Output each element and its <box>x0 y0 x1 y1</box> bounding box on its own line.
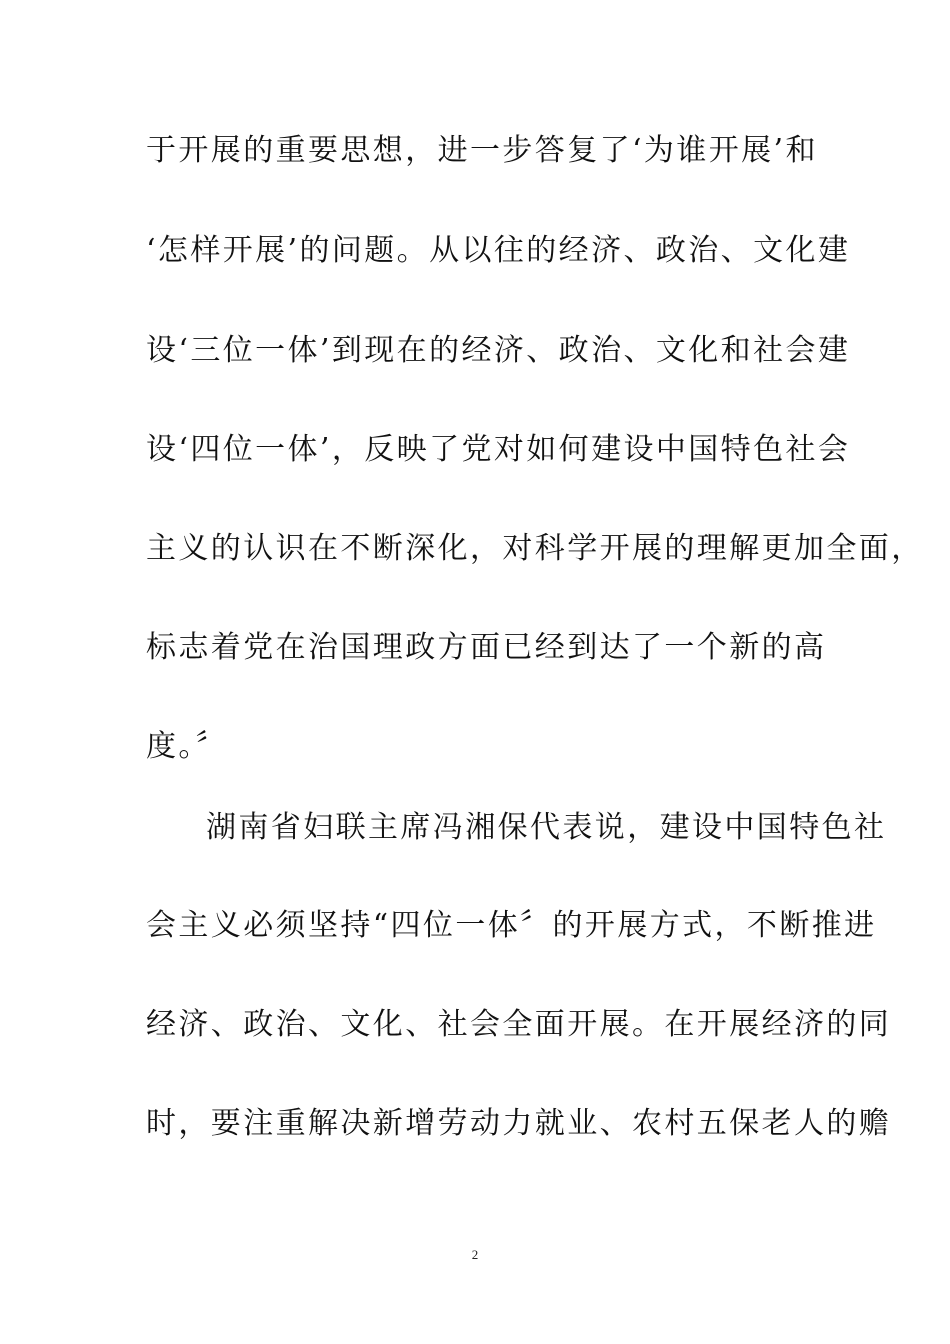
paragraph-line: 标志着党在治国理政方面已经到达了一个新的高 <box>146 630 827 665</box>
page-number: 2 <box>471 1247 479 1262</box>
paragraph-line: 主义的认识在不断深化，对科学开展的理解更加全面， <box>146 531 924 566</box>
paragraph-line: 经济、政治、文化、社会全面开展。在开展经济的同 <box>146 1007 892 1042</box>
paragraph-first-line: 湖南省妇联主席冯湘保代表说，建设中国特色社 <box>206 810 887 845</box>
paragraph-line: 度。〞 <box>146 729 229 764</box>
paragraph-line: 设‘四位一体’，反映了党对如何建设中国特色社会 <box>146 432 851 467</box>
paragraph-line: 设‘三位一体’到现在的经济、政治、文化和社会建 <box>146 333 851 368</box>
paragraph-line: 于开展的重要思想，进一步答复了‘为谁开展’和 <box>146 133 818 168</box>
paragraph-line: 会主义必须坚持“四位一体〞的开展方式，不断推进 <box>146 908 877 943</box>
paragraph-line: 时，要注重解决新增劳动力就业、农村五保老人的赡 <box>146 1106 892 1141</box>
paragraph-line: ‘怎样开展’的问题。从以往的经济、政治、文化建 <box>146 233 851 268</box>
